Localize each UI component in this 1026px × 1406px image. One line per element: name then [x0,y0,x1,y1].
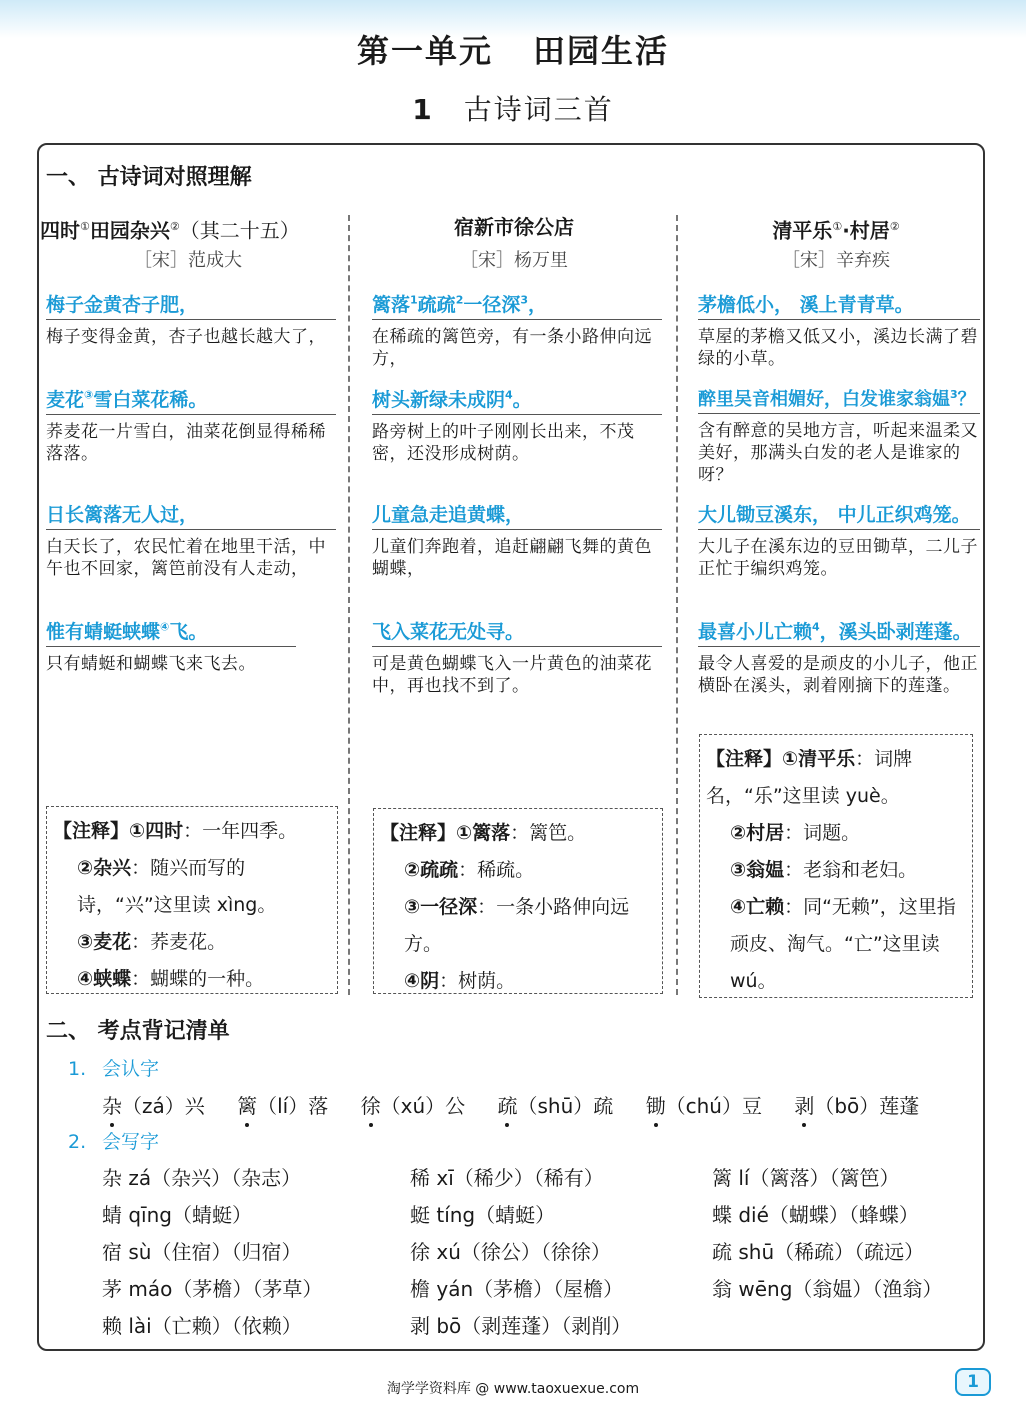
poem-pair [46,290,336,348]
poem-line: 最喜小儿亡赖$^4$，溪头卧剥莲蓬。 [698,617,980,647]
footer-text: 淘学学资料库 @ www.taoxuexue.com [386,1381,640,1397]
poem-line: 儿童急走追黄蝶， [372,500,662,530]
notes-box-2: 【注释】①篱落：篱笆。 ②疏疏：稀疏。 ③一径深：一条小路伸向远方。 ④阴：树荫。 [373,808,663,994]
page-number: 1 [955,1368,991,1396]
recognize-row [102,1090,945,1119]
write-item: 翁 wēng（翁媪）（渔翁） [712,1277,943,1301]
poem-translation: 白天长了，农民忙着在地里干活，中午也不回家，篱笆前没有人走动， [46,537,326,579]
poem-translation: 可是黄色蝴蝶飞入一片黄色的油菜花中，再也找不到了。 [372,654,652,696]
poem-pair [46,385,336,465]
poem-pair [698,500,980,580]
unit-title [0,26,1026,72]
write-item: 徐 xú（徐公）（徐徐） [410,1240,611,1264]
poem-translation: 最令人喜爱的是顽皮的小儿子，他正横卧在溪头，剥着刚摘下的莲蓬。 [698,654,978,696]
poem-author: ［宋］辛弃疾 [782,250,890,271]
poem-translation: 路旁树上的叶子刚刚长出来，不茂密，还没形成树荫。 [372,422,635,464]
poem-line: 麦花③雪白菜花稀。 [46,385,336,415]
poem-pair [372,617,662,697]
poem-line: 醉里吴音相媚好，白发谁家翁媪$^3$？ [698,385,980,414]
write-item: 蜓 tíng（蜻蜓） [410,1203,556,1227]
unit-name: 田园生活 [533,32,670,70]
notes-box-1: 【注释】①四时：一年四季。 ②杂兴：随兴而写的诗，“兴”这里读 xìng。 ③麦花：荞麦花。 ④蛱蝶：蝴蝶的一种。 [46,806,338,994]
poem-author: ［宋］范成大 [134,250,242,271]
poem-translation: 大儿子在溪东边的豆田锄草，二儿子正忙于编织鸡笼。 [698,537,978,579]
recognize-item: 疏（shū）疏 [497,1090,613,1119]
poem-translation: 草屋的茅檐又低又小，溪边长满了碧绿的小草。 [698,327,978,369]
poem-translation: 含有醉意的吴地方言，听起来温柔又美好，那满头白发的老人是谁家的呀？ [698,421,978,485]
poem-pair [372,290,662,370]
poem-pair [372,385,662,465]
poem-pair [46,500,336,580]
write-item: 剥 bō（剥莲蓬）（剥削） [410,1314,632,1338]
recognize-item: 杂（zá）兴 [102,1090,205,1119]
poem-line: 日长篱落无人过， [46,500,336,530]
poem-translation: 荞麦花一片雪白，油菜花倒显得稀稀落落。 [46,422,326,464]
poem-line: 惟有蜻蜓蛱蝶④飞。 [46,617,296,647]
poem-line: 梅子金黄杏子肥， [46,290,336,320]
write-item: 蜻 qīng（蜻蜓） [102,1203,252,1227]
poem-title: 宿新市徐公店 [454,215,574,239]
poem-line: 茅檐低小， 溪上青青草。 [698,290,980,320]
poem-pair [46,617,296,675]
write-item: 赖 lài（亡赖）（依赖） [102,1314,302,1338]
poem-pair [372,500,662,580]
poem-translation: 梅子变得金黄，杏子也越长越大了， [46,327,326,347]
poem-author: ［宋］杨万里 [460,250,568,271]
lesson-title [0,88,1026,128]
notes-box-3: 【注释】①清平乐：词牌名，“乐”这里读 yuè。 ②村居：词题。 ③翁媪：老翁和老妇。 ④亡赖：同“无赖”，这里指顽皮、淘气。“亡”这里读 wú。 [699,734,973,998]
lesson-number: 1 [412,93,434,126]
sub-title-recognize: 1. 会认字 [68,1058,160,1080]
section1-title: 一、 古诗词对照理解 [46,165,252,190]
write-item: 宿 sù（住宿）（归宿） [102,1240,302,1264]
poem-pair [698,290,980,370]
write-item: 檐 yán（茅檐）（屋檐） [410,1277,624,1301]
recognize-item: 徐（xú）公 [361,1090,466,1119]
poem-line: 大儿锄豆溪东， 中儿正织鸡笼。 [698,500,980,530]
recognize-item: 篱（lí）落 [237,1090,328,1119]
poem-column-3 [692,210,980,696]
poem-pair [698,385,980,486]
write-item: 杂 zá（杂兴）（杂志） [102,1166,302,1190]
section2-title: 二、 考点背记清单 [46,1019,230,1044]
column-divider [348,215,350,995]
poem-column-2 [366,210,662,696]
write-item: 篱 lí（篱落）（篱笆） [712,1166,900,1190]
poem-title: 四时①田园杂兴②（其二十五） [40,218,300,243]
write-item: 疏 shū（稀疏）（疏远） [712,1240,925,1264]
write-item: 茅 máo（茅檐）（茅草） [102,1277,323,1301]
poem-translation: 只有蜻蜓和蝴蝶飞来飞去。 [46,654,256,674]
column-divider [676,215,678,995]
lesson-name: 古诗词三首 [463,93,614,126]
poem-title: 清平乐①·村居② [772,218,900,243]
recognize-item: 锄（chú）豆 [646,1090,762,1119]
poem-column-1 [40,210,336,674]
poem-line: 篱落$^1$疏疏$^2$一径深$^3$， [372,290,662,320]
poem-line: 飞入菜花无处寻。 [372,617,662,647]
poem-translation: 在稀疏的篱笆旁，有一条小路伸向远方， [372,327,652,369]
poem-pair [698,617,980,697]
write-item: 蝶 dié（蝴蝶）（蜂蝶） [712,1203,919,1227]
poem-translation: 儿童们奔跑着，追赶翩翩飞舞的黄色蝴蝶， [372,537,652,579]
write-item: 稀 xī（稀少）（稀有） [410,1166,604,1190]
poem-line: 树头新绿未成阴$^4$。 [372,385,662,415]
sub-title-write: 2. 会写字 [68,1131,160,1153]
recognize-item: 剥（bō）莲蓬 [794,1090,919,1119]
unit-number: 第一单元 [356,32,493,70]
